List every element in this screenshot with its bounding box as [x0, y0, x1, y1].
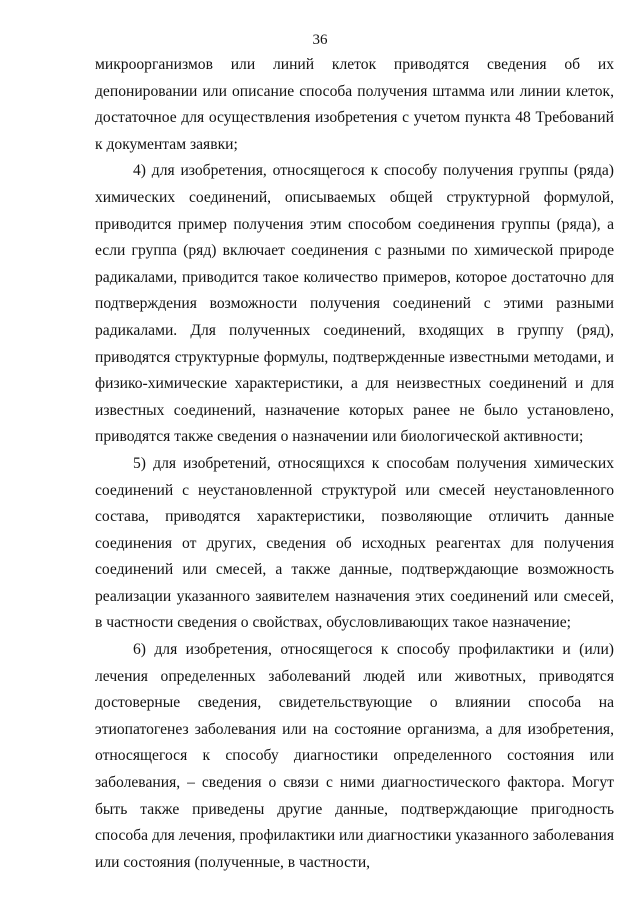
paragraph-item-4: 4) для изобретения, относящегося к способу получения группы (ряда) химических соединений, описываемых общей структурной формулой, приводится пример получения этим способом соединения группы (ряда), а если группа (ряд) включает соединения с разными по химической природе радикалами, приводится такое количество примеров, которое достаточно для подтверждения возможности получения соединений с этими разными радикалами. Для полученных соединений, входящих в группу (ряд), приводятся структурные формулы, подтвержденные известными методами, и физико-химические характеристики, а для неизвестных соединений и для известных соединений, назначение которых ранее не было установлено, приводятся также сведения о назначении или биологической активности;: [95, 162, 614, 446]
paragraph-continuation: микроорганизмов или линий клеток приводятся сведения об их депонировании или описание способа получения штамма или линии клеток, достаточное для осуществления изобретения с учетом пункта 48 Требований к документам заявки;: [95, 56, 614, 153]
paragraph-item-6: 6) для изобретения, относящегося к способу профилактики и (или) лечения определенных заболеваний людей или животных, приводятся достоверные сведения, свидетельствующие о влиянии способа на этиопатогенез заболевания или на состояние организма, а для изобретения, относящегося к способу диагностики определенного состояния или заболевания, – сведения о связи с ними диагностического фактора. Могут быть также приведены другие данные, подтверждающие пригодность способа для лечения, профилактики или диагностики указанного заболевания или состояния (полученные, в частности,: [95, 641, 614, 871]
document-body: [95, 52, 614, 876]
page-number: 36: [312, 32, 328, 48]
paragraph-item-5: 5) для изобретений, относящихся к способам получения химических соединений с неустановленной структурой или смесей неустановленного состава, приводятся характеристики, позволяющие отличить данные соединения от других, сведения об исходных реагентах для получения соединений или смесей, а также данные, подтверждающие возможность реализации указанного заявителем назначения этих соединений или смесей, в частности сведения о свойствах, обусловливающих такое назначение;: [95, 454, 614, 632]
